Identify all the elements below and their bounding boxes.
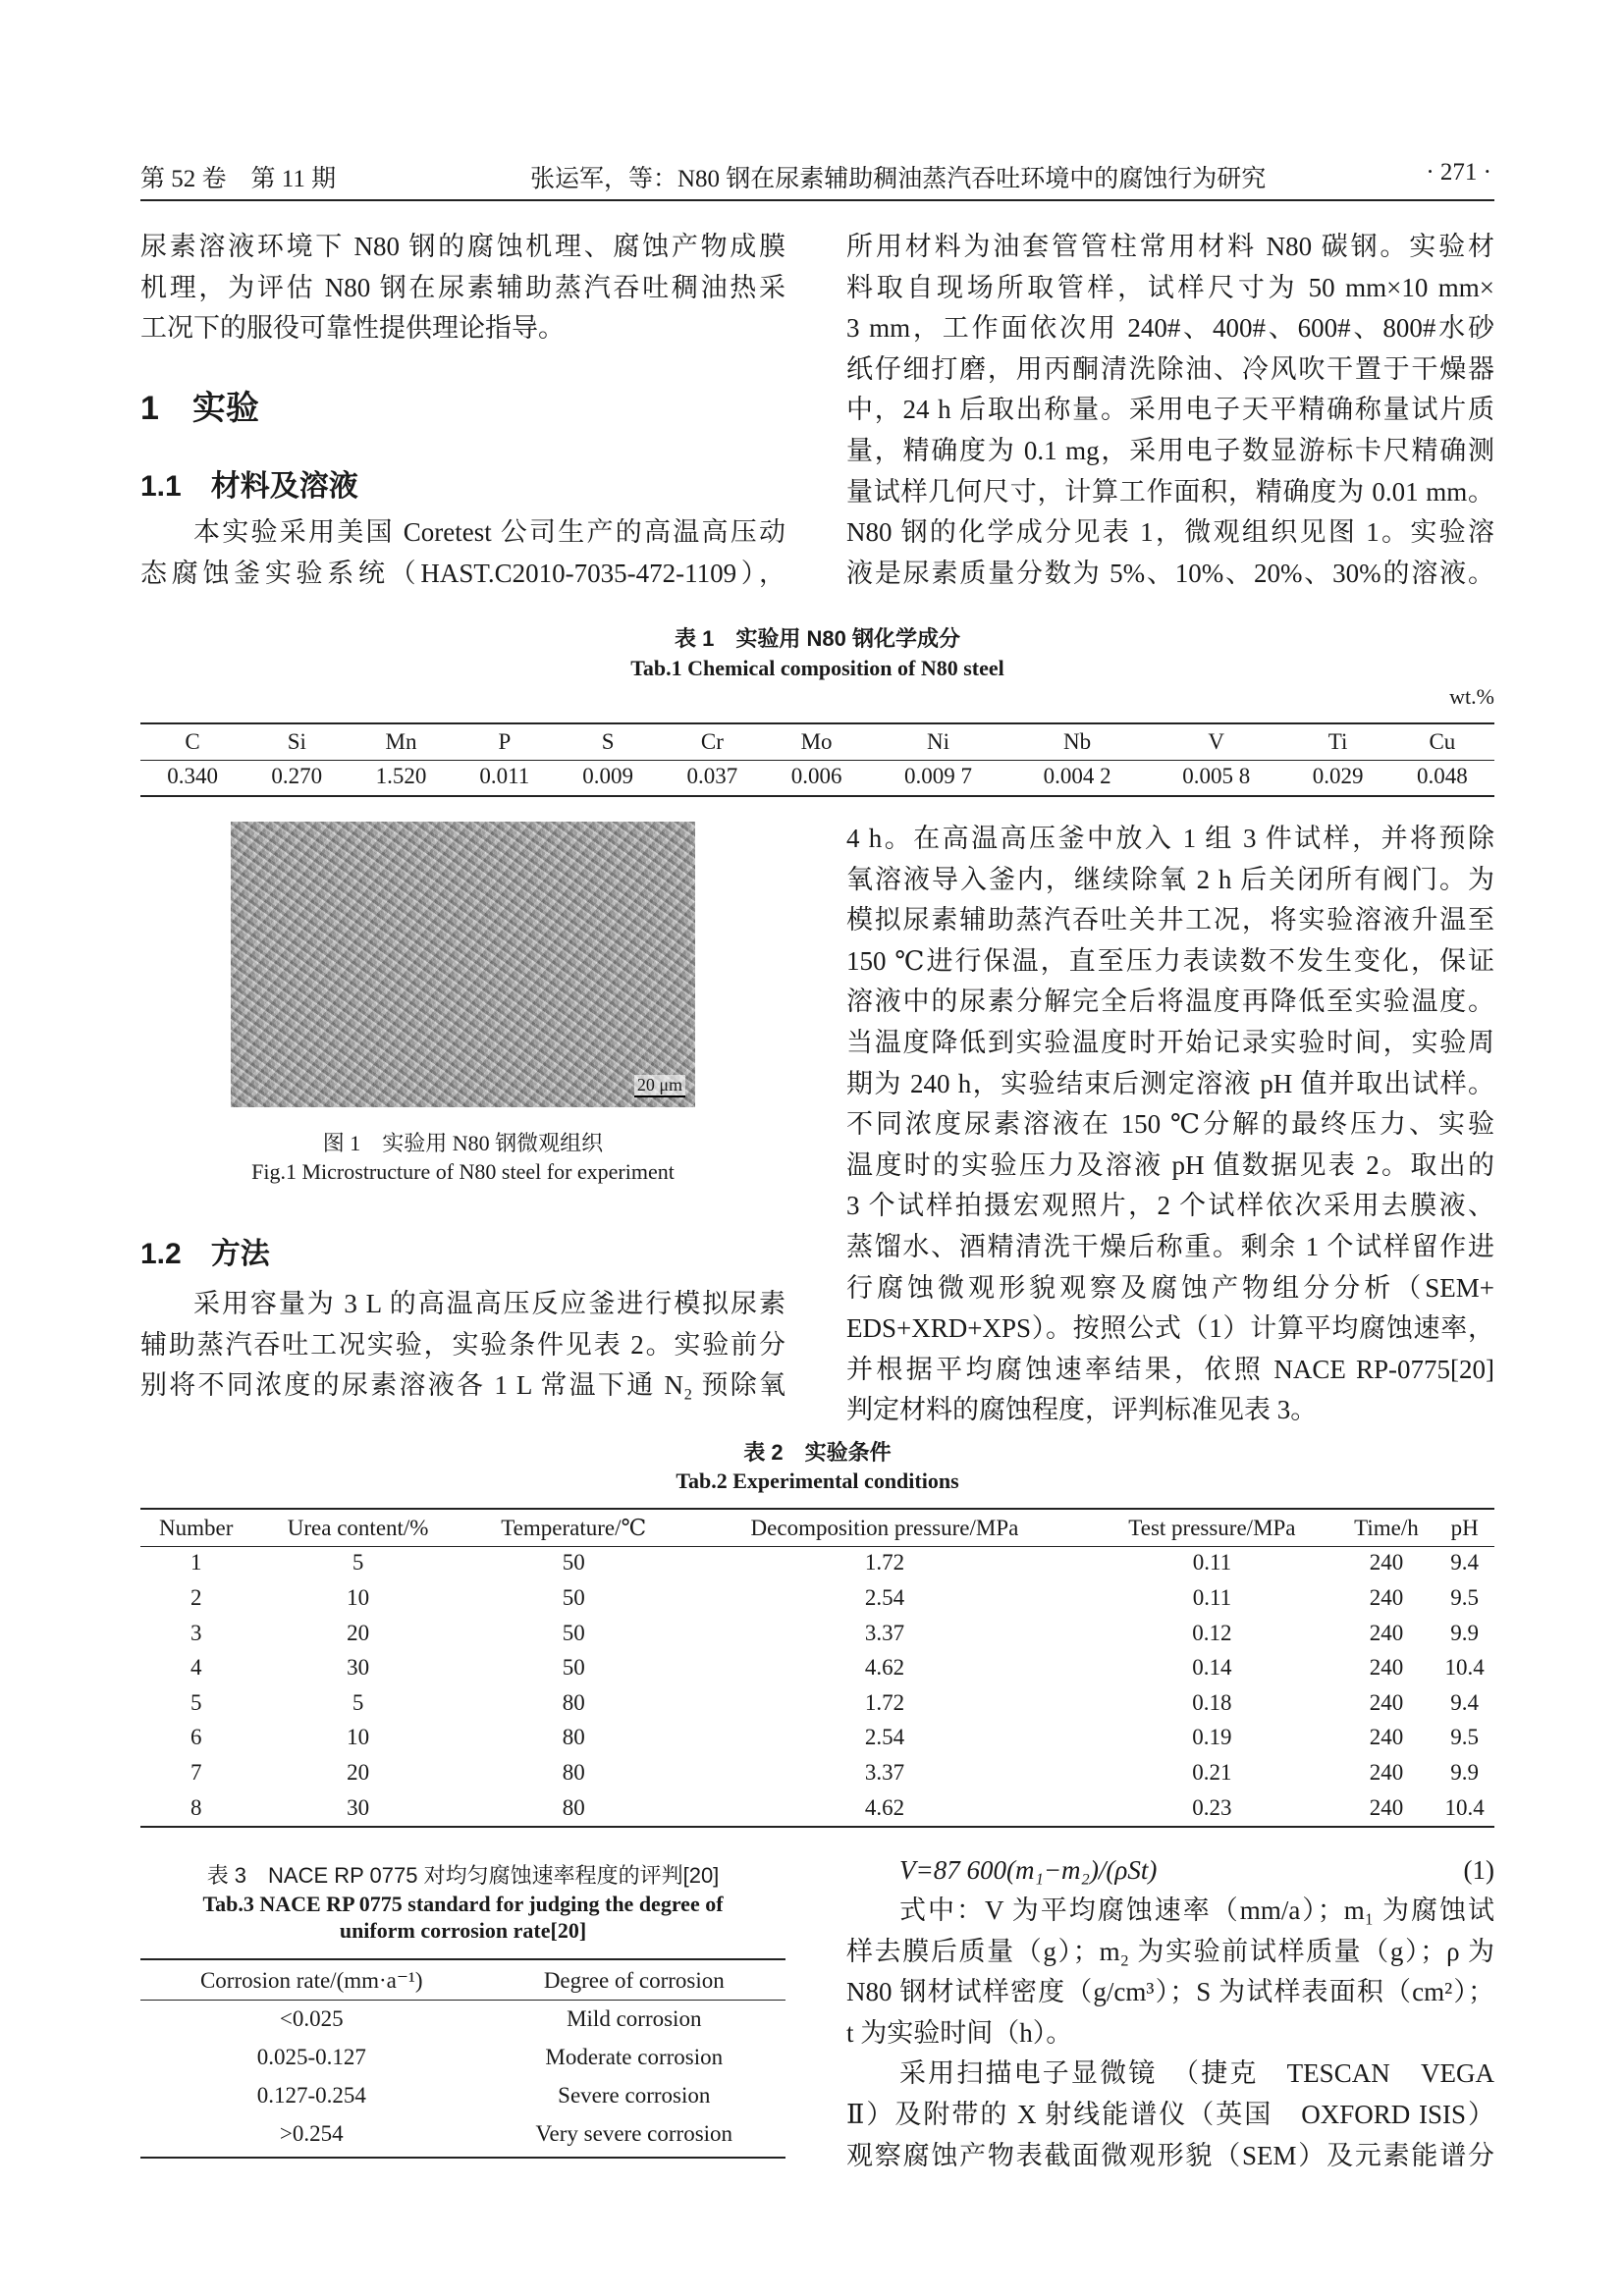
table-cell: 0.127-0.254 [256,2082,366,2108]
table-cell: 1.72 [864,1550,905,1575]
table-cell: 10.4 [1444,1655,1485,1681]
text-line: 别将不同浓度的尿素溶液各 1 L 常温下通 N₂ 预除氧 [140,1370,785,1401]
table-cell: 0.029 [1312,764,1364,789]
text-line: 氧溶液导入釜内，继续除氧 2 h 后关闭所有阀门。为 [846,864,1494,894]
text-line: N80 钢的化学成分见表 1，微观组织见图 1。实验溶 [846,517,1494,548]
column-header: Cu [1429,728,1456,754]
column-header: Cr [700,728,724,754]
column-header: pH [1450,1515,1479,1540]
table-cell: 5 [352,1689,364,1715]
text-line: 4 h。在高温高压釜中放入 1 组 3 件试样，并将预除 [846,824,1494,853]
table-cell: Very severe corrosion [535,2120,733,2146]
table-cell: 240 [1369,1620,1404,1645]
text-line: 并根据平均腐蚀速率结果，依照 NACE RP-0775[20] [846,1354,1494,1384]
table-cell: 50 [562,1550,585,1575]
text-line: 液是尿素质量分数为 5%、10%、20%、30%的溶液。 [846,558,1494,588]
page-number: · 271 · [1426,159,1491,186]
table-cell: Severe corrosion [558,2082,711,2108]
table-row [140,1790,1494,1826]
formula: V=87 600(m₁−m₂)/(ρSt) [899,1855,1158,1885]
text-line: 量，精确度为 0.1 mg，采用电子数显游标卡尺精确测 [846,435,1494,465]
column-header: Decomposition pressure/MPa [750,1515,1019,1540]
table-cell: 1.520 [375,764,427,789]
text-line: 辅助蒸汽吞吐工况实验，实验条件见表 2。实验前分 [140,1329,785,1360]
table-cell: 0.11 [1192,1550,1232,1575]
text-line: N80 钢材试样密度（g/cm³）；S 为试样表面积（cm²）； [846,1977,1494,2007]
text-line: 纸仔细打磨，用丙酮清洗除油、冷风吹干置于干燥器 [846,353,1494,384]
table-cell: 80 [562,1725,585,1750]
table-cell: 6 [189,1725,202,1750]
column-header: Corrosion rate/(mm·a⁻¹) [199,1967,423,1993]
table-cell: 240 [1369,1689,1404,1715]
text-line: 当温度降低到实验温度时开始记录实验时间，实验周 [846,1027,1494,1057]
table-row [140,2114,785,2153]
table-cell: 5 [189,1689,202,1715]
column-header: Mo [800,728,833,754]
text-line: EDS+XRD+XPS）。按照公式（1）计算平均腐蚀速率， [846,1313,1494,1344]
text-line: 3 mm，工作面依次用 240#、400#、600#、800#水砂 [846,313,1494,344]
table-cell: >0.254 [279,2120,344,2146]
column-header: Time/h [1354,1515,1419,1540]
table-cell: 1 [189,1550,202,1575]
table-cell: 0.048 [1416,764,1468,789]
column-header: Degree of corrosion [543,1967,725,1993]
journal-volume-issue: 第 52 卷 第 11 期 [140,166,337,192]
paragraph-method [140,1284,785,1407]
table-cell: 0.005 8 [1182,764,1251,789]
table-cell: 7 [189,1759,202,1785]
column-header: Ni [926,728,949,754]
text-line: 态腐蚀釜实验系统（HAST.C2010-7035-472-1109）， [140,558,785,588]
text-line: 样去膜后质量（g）；m₂ 为实验前试样质量（g）；ρ 为 [846,1936,1494,1966]
text-line: 采用扫描电子显微镜 （捷克 TESCAN VEGA [899,2058,1494,2089]
table-cell: 3.37 [864,1620,905,1645]
table-cell: 9.5 [1450,1725,1480,1750]
text-line: 观察腐蚀产物表截面微观形貌（SEM）及元素能谱分 [846,2140,1494,2170]
text-line: 本实验采用美国 Coretest 公司生产的高温高压动 [193,517,785,547]
table1-title-cn: 表 1 实验用 N80 钢化学成分 [675,626,960,651]
header-row [140,1961,785,2000]
figure1-caption-cn: 图 1 实验用 N80 钢微观组织 [322,1131,604,1155]
table-cell: 240 [1369,1655,1404,1681]
column-header: V [1208,728,1225,754]
table-cell: 9.9 [1450,1620,1480,1645]
table1-unit: wt.% [1449,684,1494,709]
table-cell: 3.37 [864,1759,905,1785]
table-cell: 0.18 [1192,1689,1232,1715]
table3-title-cn: 表 3 NACE RP 0775 对均匀腐蚀速率程度的评判[20] [206,1863,720,1888]
table-cell: Mild corrosion [567,2005,702,2031]
table-cell: 9.5 [1450,1584,1480,1610]
table-cell: 80 [562,1794,585,1820]
text-line: 期为 240 h，实验结束后测定溶液 pH 值并取出试样。 [846,1068,1494,1098]
column-header: Ti [1327,728,1348,754]
paragraph-materials-cont [846,227,1494,594]
microstructure-image [231,822,695,1107]
table-cell: 9.4 [1450,1689,1480,1715]
table-cell: 4.62 [864,1794,905,1820]
column-header: Test pressure/MPa [1128,1515,1296,1540]
column-header: P [498,728,512,754]
table-cell: 4.62 [864,1655,905,1681]
table-cell: 0.006 [790,764,842,789]
text-line: 采用容量为 3 L 的高温高压反应釜进行模拟尿素 [193,1289,785,1318]
formula-number: (1) [1463,1855,1494,1885]
text-line: 不同浓度尿素溶液在 150 ℃分解的最终压力、实验 [846,1109,1494,1140]
table-cell: 10 [347,1725,370,1750]
text-line: 料取自现场所取管样，试样尺寸为 50 mm×10 mm× [846,272,1494,302]
table-cell: 0.004 2 [1043,764,1111,789]
table-cell: 0.270 [271,764,323,789]
table3-title-en-1: Tab.3 NACE RP 0775 standard for judging the degree of [202,1892,724,1916]
table-cell: 20 [347,1759,370,1785]
scale-bar: 20 μm [634,1075,685,1097]
table-row [140,1616,1494,1651]
table-cell: 240 [1369,1794,1404,1820]
table2-title-en: Tab.2 Experimental conditions [676,1468,959,1493]
table-cell: 0.025-0.127 [256,2044,366,2069]
text-line: 式中：V 为平均腐蚀速率（mm/a）；m₁ 为腐蚀试 [899,1896,1494,1925]
table-cell: 0.23 [1192,1794,1232,1820]
table3-title-en-2: uniform corrosion rate[20] [339,1918,587,1943]
column-header: Temperature/℃ [501,1515,647,1540]
table-cell: 240 [1369,1725,1404,1750]
table-cell: 80 [562,1759,585,1785]
table-cell: 30 [347,1794,370,1820]
table2-title-cn: 表 2 实验条件 [743,1440,892,1465]
table-cell: 9.4 [1450,1550,1480,1575]
table-cell: 0.21 [1192,1759,1232,1785]
table-cell: 10.4 [1444,1794,1485,1820]
table-cell: 3 [189,1620,202,1645]
text-line: 机理，为评估 N80 钢在尿素辅助蒸汽吞吐稠油热采 [140,272,785,302]
paragraph-intro-end [140,227,785,349]
table-cell: 2.54 [864,1725,905,1750]
table-cell: 1.72 [864,1689,905,1715]
table-row [140,2000,785,2038]
table-cell: 2.54 [864,1584,905,1610]
table-row [140,1755,1494,1790]
table-cell: 30 [347,1655,370,1681]
table-cell: Moderate corrosion [545,2044,724,2069]
table-row [140,2076,785,2114]
header-row [140,1511,1494,1546]
text-line: 行腐蚀微观形貌观察及腐蚀产物组分分析（SEM+ [846,1272,1494,1303]
text-line: 所用材料为油套管管柱常用材料 N80 碳钢。实验材 [846,232,1494,261]
table1-chemical-composition [140,724,1494,794]
column-header: Urea content/% [287,1515,429,1540]
table-cell: 0.14 [1192,1655,1232,1681]
table-cell: 80 [562,1689,585,1715]
text-line: 尿素溶液环境下 N80 钢的腐蚀机理、腐蚀产物成膜 [140,232,785,261]
table-cell: 5 [352,1550,364,1575]
section-heading-1-1: 1.1 材料及溶液 [140,470,358,503]
table-cell: 0.011 [479,764,530,789]
column-header: Si [287,728,306,754]
text-line: t 为实验时间（h）。 [846,2017,1073,2048]
table-cell: 0.037 [686,764,738,789]
table-cell: 240 [1369,1550,1404,1575]
column-header: Mn [385,728,417,754]
table-row [140,1546,1494,1581]
table-cell: 0.12 [1192,1620,1232,1645]
table2-experimental-conditions [140,1511,1494,1825]
text-line: 中，24 h 后取出称量。采用电子天平精确称量试片质 [846,395,1494,425]
figure1-caption-en: Fig.1 Microstructure of N80 steel for experiment [251,1159,675,1184]
text-line: 模拟尿素辅助蒸汽吞吐关井工况，将实验溶液升温至 [846,905,1494,935]
text-line: 150 ℃进行保温，直至压力表读数不发生变化，保证 [846,945,1494,976]
paragraph-formula-explanation [846,1891,1494,2176]
table3-corrosion-standard [140,1961,785,2153]
table-cell: 50 [562,1655,585,1681]
column-header: C [185,728,200,754]
table-row [140,1721,1494,1756]
table-cell: 9.9 [1450,1759,1480,1785]
text-line: 工况下的服役可靠性提供理论指导。 [140,313,565,344]
table-cell: 240 [1369,1584,1404,1610]
text-line: 判定材料的腐蚀程度，评判标准见表 3。 [846,1395,1318,1425]
table-cell: 8 [189,1794,202,1820]
table-cell: 10 [347,1584,370,1610]
table-cell: 0.19 [1192,1725,1232,1750]
text-line: 溶液中的尿素分解完全后将温度再降低至实验温度。 [846,987,1494,1017]
table-cell: 4 [189,1655,202,1681]
text-line: 蒸馏水、酒精清洗干燥后称重。剩余 1 个试样留作进 [846,1231,1494,1261]
table-cell: 240 [1369,1759,1404,1785]
text-line: 量试样几何尺寸，计算工作面积，精确度为 0.01 mm。 [846,476,1494,507]
paragraph-method-cont [846,819,1494,1431]
column-header: Nb [1063,728,1092,754]
column-header: Number [159,1515,234,1540]
text-line: Ⅱ）及附带的 X 射线能谱仪（英国 OXFORD ISIS） [846,2099,1494,2129]
table-cell: 0.009 [582,764,634,789]
table-cell: 2 [189,1584,202,1610]
running-title: 张运军，等：N80 钢在尿素辅助稠油蒸汽吞吐环境中的腐蚀行为研究 [530,166,1267,192]
table-cell: 20 [347,1620,370,1645]
table-row [140,1650,1494,1685]
column-header: S [601,728,615,754]
table-cell: 0.340 [167,764,218,789]
header-rule [140,199,1494,201]
table-cell: <0.025 [279,2005,344,2031]
text-line: 3 个试样拍摄宏观照片，2 个试样依次采用去膜液、 [846,1191,1494,1221]
table-cell: 0.11 [1192,1584,1232,1610]
table-cell: 0.009 7 [903,764,972,789]
paragraph-materials [140,512,785,594]
text-line: 温度时的实验压力及溶液 pH 值数据见表 2。取出的 [846,1149,1494,1180]
table-row [140,1580,1494,1616]
section-heading-1-2: 1.2 方法 [140,1238,270,1270]
table-cell: 50 [562,1584,585,1610]
table-row [140,2038,785,2076]
table-row [140,1685,1494,1721]
table-cell: 50 [562,1620,585,1645]
table1-title-en: Tab.1 Chemical composition of N80 steel [630,656,1004,680]
section-heading-1: 1 实验 [140,390,259,427]
